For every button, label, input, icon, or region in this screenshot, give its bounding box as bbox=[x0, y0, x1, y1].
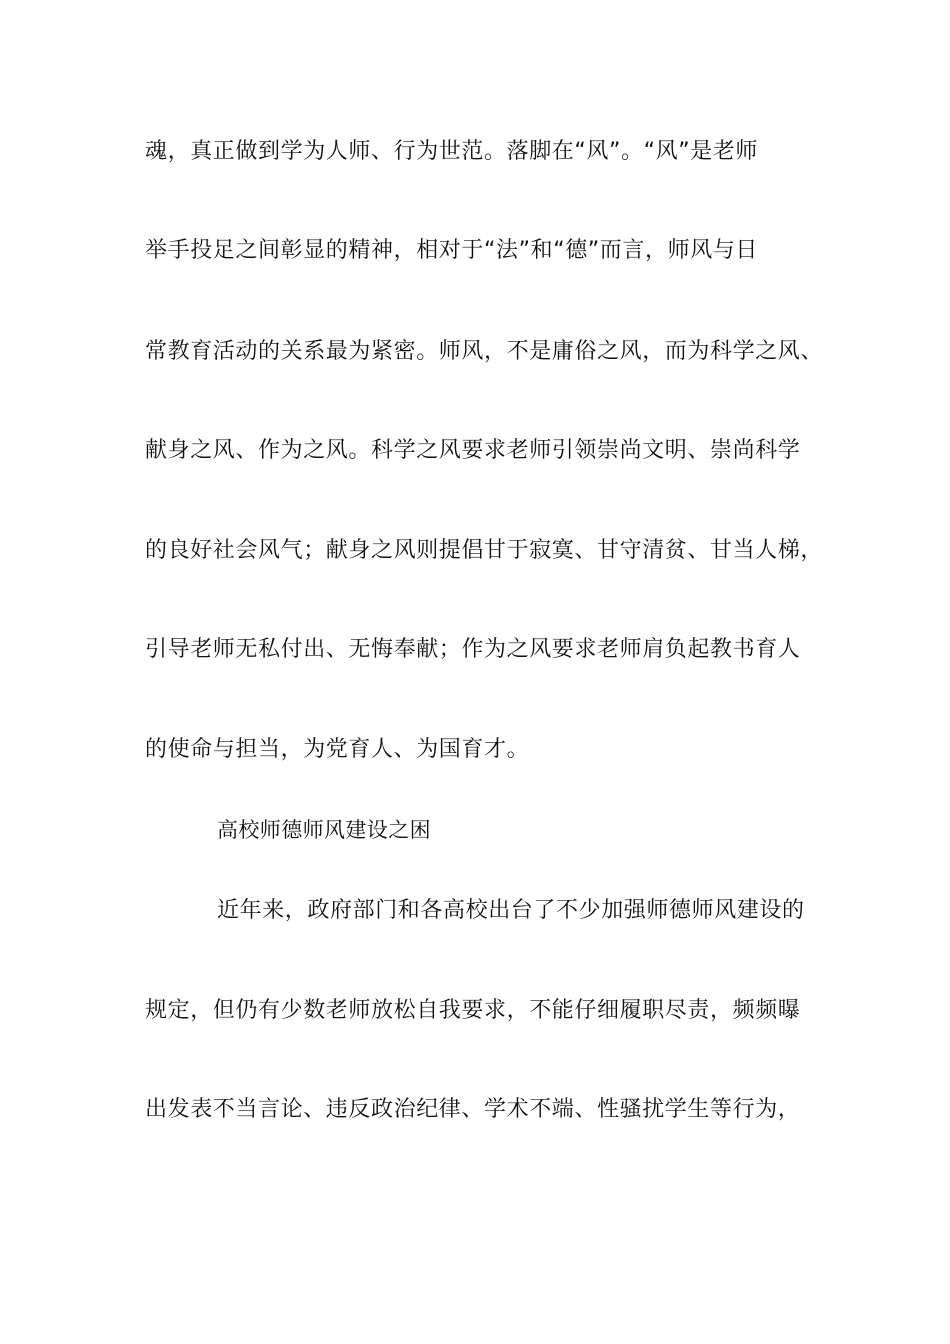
paragraph-line: 魂，真正做到学为人师、行为世范。落脚在“风”。“风”是老师 bbox=[145, 139, 758, 164]
paragraph-line: 的良好社会风气；献身之风则提倡甘于寂寞、甘守清贫、甘当人梯， bbox=[145, 538, 824, 563]
paragraph-line: 出发表不当言论、违反政治纪律、学术不端、性骚扰学生等行为， bbox=[145, 1097, 801, 1122]
paragraph-line: 举手投足之间彰显的精神，相对于“法”和“德”而言，师风与日 bbox=[145, 238, 758, 263]
paragraph-line: 近年来，政府部门和各高校出台了不少加强师德师风建设的 bbox=[217, 898, 805, 923]
paragraph-line: 引导老师无私付出、无悔奉献；作为之风要求老师肩负起教书育人 bbox=[145, 637, 801, 662]
paragraph-line: 献身之风、作为之风。科学之风要求老师引领崇尚文明、崇尚科学 bbox=[145, 438, 801, 463]
section-heading: 高校师德师风建设之困 bbox=[217, 818, 431, 842]
paragraph-line: 的使命与担当，为党育人、为国育才。 bbox=[145, 737, 530, 762]
paragraph-line: 规定，但仍有少数老师放松自我要求，不能仔细履职尽责，频频曝 bbox=[145, 998, 801, 1023]
paragraph-line: 常教育活动的关系最为紧密。师风，不是庸俗之风，而为科学之风、 bbox=[145, 339, 824, 364]
